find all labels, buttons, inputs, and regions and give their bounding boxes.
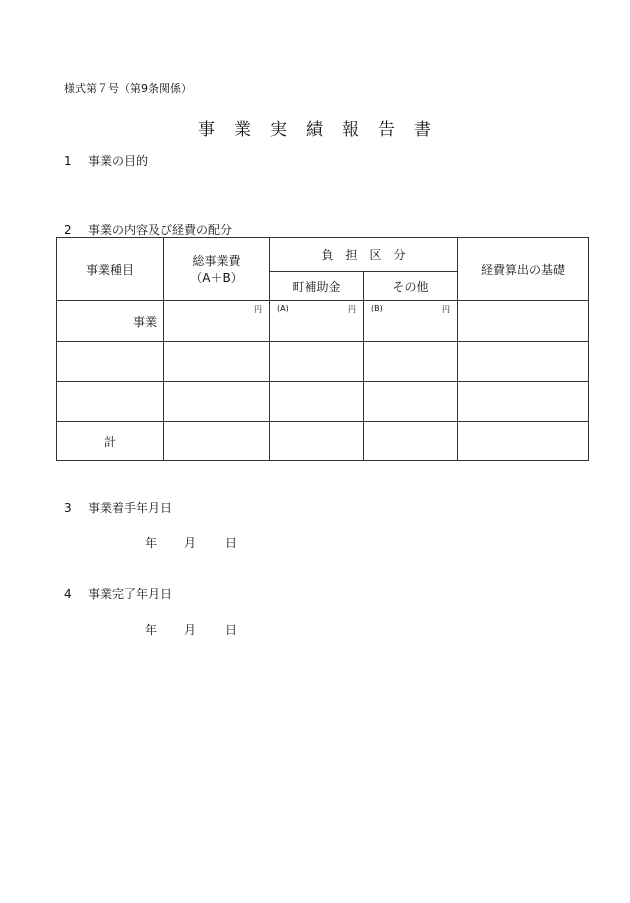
total-cell[interactable] [458, 422, 589, 461]
section-3-number: 3 [64, 501, 72, 515]
month-label: 月 [184, 623, 197, 637]
mark-b: (B) [371, 304, 383, 313]
header-burden-division: 負 担 区 分 [270, 238, 458, 272]
row1-project-label: 事業 [132, 315, 157, 329]
total-cell[interactable] [270, 422, 364, 461]
row1-town-cell[interactable] [270, 301, 364, 342]
section-1-number: 1 [64, 154, 72, 168]
total-cell[interactable] [164, 422, 270, 461]
mark-a: (A) [277, 304, 289, 313]
table-cell[interactable] [270, 342, 364, 382]
section-4-label: 事業完了年月日 [88, 587, 173, 601]
year-label: 年 [145, 536, 158, 550]
month-label: 月 [184, 536, 197, 550]
header-town-subsidy: 町補助金 [270, 272, 364, 301]
table-cell[interactable] [164, 342, 270, 382]
form-number: 様式第７号（第9条関係） [64, 82, 192, 95]
section-2-number: 2 [64, 223, 72, 237]
table-cell[interactable] [364, 382, 458, 422]
table-cell[interactable] [458, 342, 589, 382]
expense-table [56, 237, 589, 461]
header-other: その他 [364, 272, 458, 301]
section-1-heading [64, 152, 148, 169]
table-cell[interactable] [57, 382, 164, 422]
table-cell[interactable] [458, 382, 589, 422]
table-row [57, 301, 589, 342]
section-1-label: 事業の目的 [88, 154, 149, 168]
header-total-cost-line2: （A＋B） [190, 271, 243, 285]
table-cell[interactable] [364, 342, 458, 382]
header-total-cost-line1: 総事業費 [192, 254, 241, 268]
table-cell[interactable] [270, 382, 364, 422]
year-label: 年 [145, 623, 158, 637]
day-label: 日 [225, 623, 238, 637]
header-project-type: 事業種目 [57, 238, 164, 301]
completion-date-line [0, 621, 630, 637]
total-cell[interactable] [364, 422, 458, 461]
section-2-heading [64, 221, 232, 238]
day-label: 日 [225, 536, 238, 550]
yen-unit: 円 [348, 305, 356, 314]
section-2-label: 事業の内容及び経費の配分 [88, 223, 233, 237]
row1-basis-cell[interactable] [458, 301, 589, 342]
table-header-row-1 [57, 238, 589, 272]
table-total-row [57, 422, 589, 461]
document-title: 事 業 実 績 報 告 書 [198, 120, 432, 140]
header-calculation-basis: 経費算出の基礎 [458, 238, 589, 301]
table-cell[interactable] [57, 342, 164, 382]
table-cell[interactable] [164, 382, 270, 422]
row1-other-cell[interactable] [364, 301, 458, 342]
table-row [57, 382, 589, 422]
header-total-cost [164, 238, 270, 301]
section-4-heading [64, 585, 172, 602]
yen-unit: 円 [442, 305, 451, 314]
section-4-number: 4 [64, 587, 72, 601]
table-row [57, 342, 589, 382]
section-3-heading [64, 499, 172, 516]
yen-unit: 円 [254, 305, 262, 314]
start-date-line [0, 534, 630, 550]
section-3-label: 事業着手年月日 [88, 501, 173, 515]
total-label: 計 [57, 422, 164, 461]
row1-total-cell[interactable] [164, 301, 270, 342]
row1-project-label-cell [57, 301, 164, 342]
